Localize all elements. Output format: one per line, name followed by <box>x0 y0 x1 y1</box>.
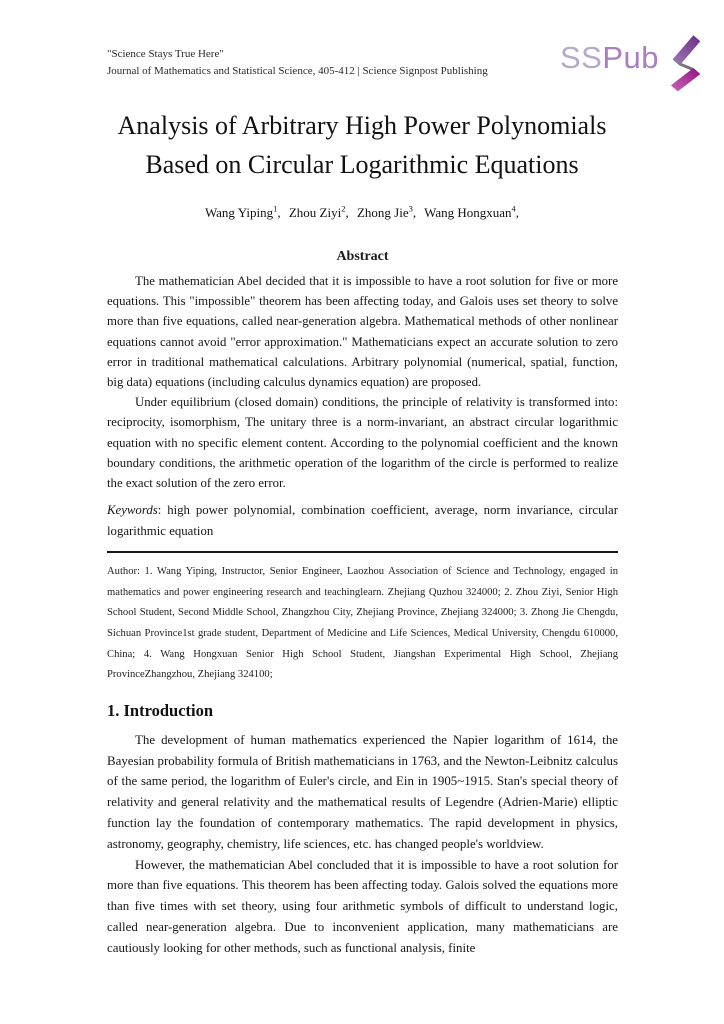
abstract-heading: Abstract <box>336 249 389 264</box>
author-4-separator: , <box>515 205 520 220</box>
logo-ss-text: SS <box>560 40 603 75</box>
abstract-paragraph-1: The mathematician Abel decided that it is impossible to have a root solution for five or more equations. This "impossible" theorem has been affecting today, and Galois uses set theory to solve more than five equations, called near-generation algebra. Mathematical methods of other nonlinear equations cannot avoid "error approximation." Mathematicians expect an accurate solution to zero error in traditional mathematical calculations. Arbitrary polynomial (numerical, spatial, function, big data) equations (including calculus dynamics equation) are proposed. <box>107 274 618 390</box>
footnote-divider <box>107 551 618 553</box>
author-list <box>0 205 724 221</box>
introduction-paragraph-2: However, the mathematician Abel concluded that it is impossible to have a root solution for more than five equations. This theorem has been affecting today. Galois solved the equations more than five times with set theory, using four arithmetic symbols of difficult to understand logic, called near-generation algebra. Due to inconvenient application, many mathematicians are cautiously looking for other methods, such as functional analysis, finite <box>107 857 618 955</box>
journal-header <box>107 46 547 79</box>
introduction-paragraph-1: The development of human mathematics experienced the Napier logarithm of 1614, the Bayesian probability formula of British mathematicians in 1763, and the Newton-Leibnitz calculus of the same period, the logarithm of Euler's circle, and Ein in 1905~1915. Stan's special theory of relativity and general relativity and the mathematical results of Legendre (Adrien-Marie) elliptic function lay the foundation of contemporary mathematics. The rapid development in physics, astronomy, geography, chemistry, life sciences, etc. has changed people's worldview. <box>107 732 618 851</box>
publisher-logo <box>560 30 704 94</box>
paper-title-line-2: Based on Circular Logarithmic Equations <box>145 150 579 179</box>
section-heading-introduction: 1. Introduction <box>107 700 214 720</box>
journal-citation-line: Journal of Mathematics and Statistical Science, 405-412 | Science Signpost Publishing <box>107 64 488 77</box>
author-1 <box>205 205 281 220</box>
s-ribbon-icon <box>662 30 704 94</box>
author-footnote: Author: 1. Wang Yiping, Instructor, Senior Engineer, Laozhou Association of Science and Technology, engaged in mathematics and power engineering research and teachinglearn. Zhejiang Quzhou 324000; 2. Zhou Ziyi, Senior High School Student, Second Middle School, Zhangzhou City, Zhejiang Province, Zhejiang 324000; 3. Zhong Jie Chengdu, Sichuan Province1st grade student, Department of Medicine and Life Sciences, Medical University, Chengdu 610000, China; 4. Wang Hongxuan Senior High School Student, Jiangshan Experimental High School, Zhejiang ProvinceZhangzhou, Zhejiang 324100; <box>107 566 618 681</box>
author-4-affiliation-mark: 4 <box>511 203 516 214</box>
main-content <box>107 248 618 959</box>
author-2 <box>289 205 349 220</box>
abstract-paragraph-2: Under equilibrium (closed domain) conditions, the principle of relativity is transformed into: reciprocity, isomorphism, The unitary three is a norm-invariant, an abstract circular logarithmic equation with no specific element content. According to the polynomial coefficient and the known boundary conditions, the arithmetic operation of the logarithm of the circle is performed to realize the exact solution of the zero error. <box>107 395 618 491</box>
author-2-separator: , <box>345 205 349 220</box>
paper-title-line-1: Analysis of Arbitrary High Power Polynomials <box>117 111 607 140</box>
author-3 <box>357 205 416 220</box>
paper-title <box>0 106 724 184</box>
author-1-separator: , <box>277 205 281 220</box>
author-3-name: Zhong Jie <box>356 205 409 220</box>
author-1-name: Wang Yiping <box>204 205 274 220</box>
author-3-affiliation-mark: 3 <box>408 203 413 214</box>
keywords-line <box>107 500 618 542</box>
author-4 <box>424 205 519 220</box>
journal-tagline: "Science Stays True Here" <box>107 48 224 60</box>
keywords-text: : high power polynomial, combination coefficient, average, norm invariance, circular logarithmic equation <box>107 503 618 539</box>
author-2-name: Zhou Ziyi <box>288 205 342 220</box>
publisher-logo-text <box>560 42 659 73</box>
author-4-name: Wang Hongxuan <box>424 205 512 220</box>
author-2-affiliation-mark: 2 <box>341 203 346 214</box>
logo-pub-text: Pub <box>602 40 660 75</box>
author-3-separator: , <box>412 205 417 220</box>
keywords-label: Keywords <box>107 503 158 518</box>
author-1-affiliation-mark: 1 <box>273 203 278 214</box>
